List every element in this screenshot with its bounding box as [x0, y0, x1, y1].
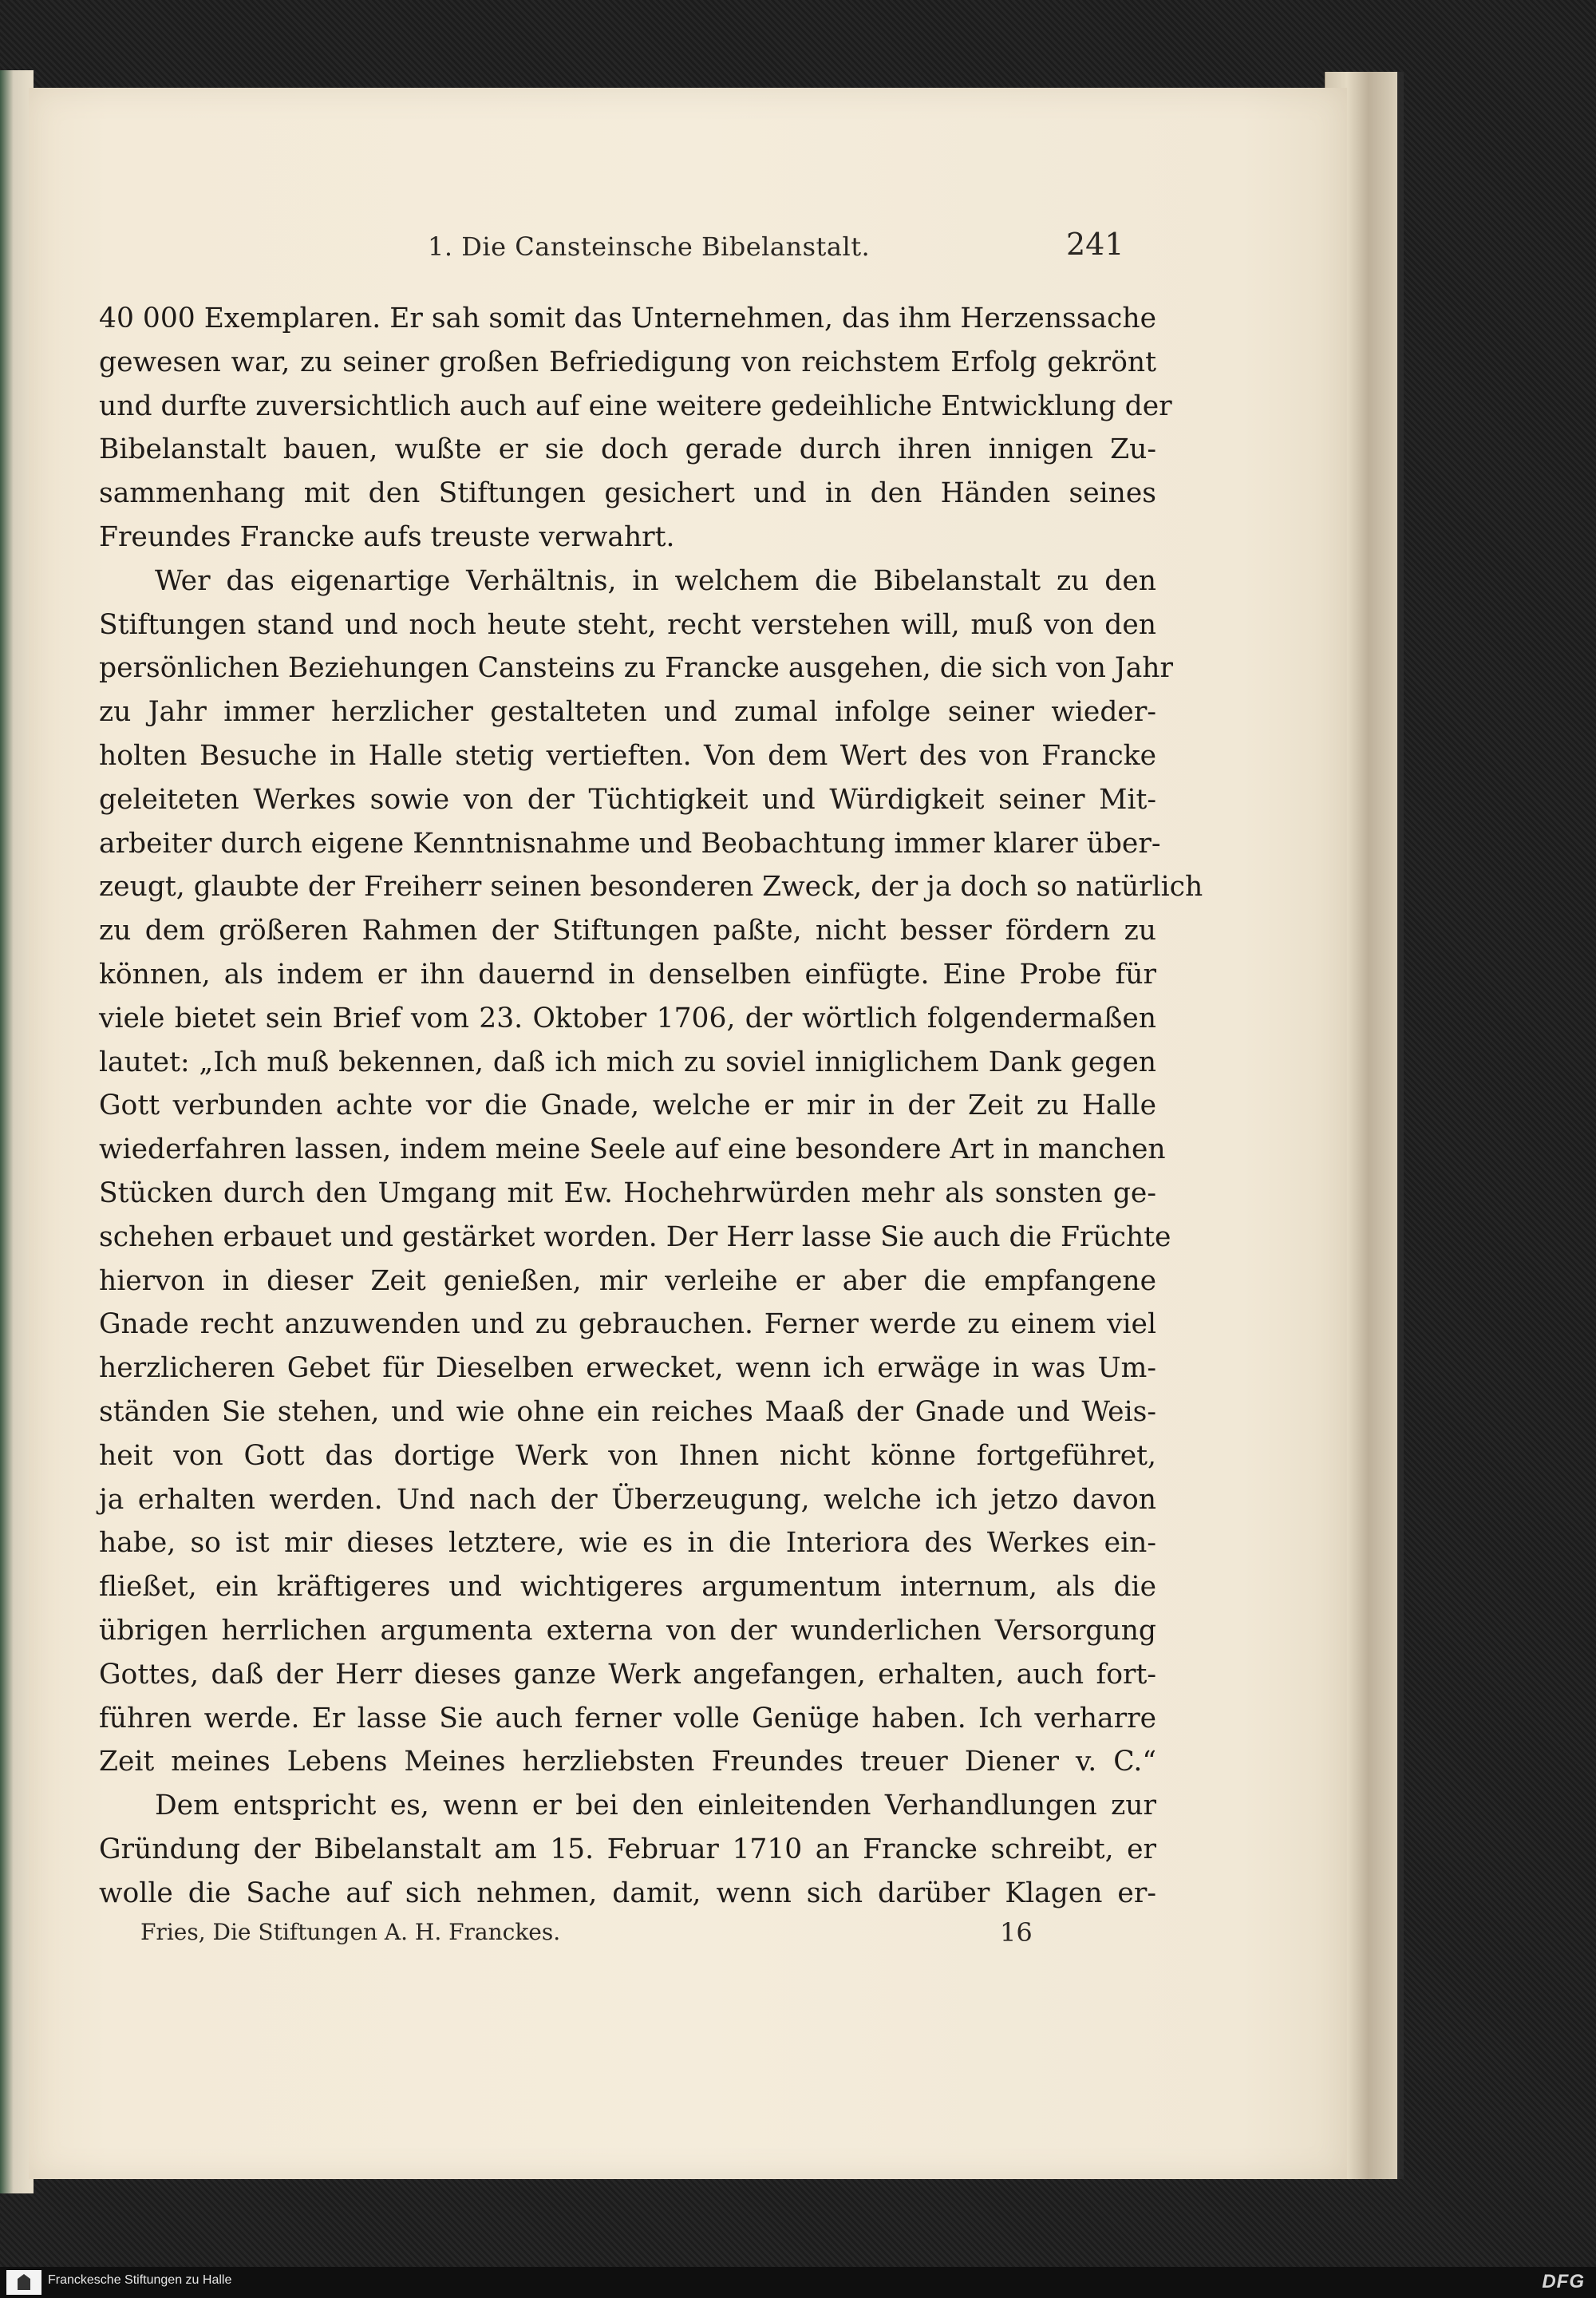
running-title: 1. Die Cansteinsche Bibelanstalt. [428, 231, 871, 262]
text-line: gewesen war, zu seiner großen Befriedigung von reichstem Erfolg gekrönt [99, 346, 1156, 378]
text-line: zeugt, glaubte der Freiherr seinen besonderen Zweck, der ja doch so natürlich [99, 871, 1203, 904]
text-line: viele bietet sein Brief vom 23. Oktober 1706, der wörtlich folgendermaßen [99, 1002, 1156, 1034]
institution-name: Franckesche Stiftungen zu Halle [48, 2273, 232, 2287]
text-line: zu dem größeren Rahmen der Stiftungen paßte, nicht besser fördern zu [99, 915, 1156, 947]
text-line: Stiftungen stand und noch heute steht, recht verstehen will, muß von den [99, 608, 1156, 641]
text-line: und durfte zuversichtlich auch auf eine weitere gedeihliche Entwicklung der [99, 390, 1172, 422]
text-line: Bibelanstalt bauen, wußte er sie doch gerade durch ihren innigen Zu- [99, 433, 1156, 466]
text-line: 40 000 Exemplaren. Er sah somit das Unternehmen, das ihm Herzenssache [99, 303, 1156, 334]
text-line: Zeit meines Lebens Meines herzliebsten Freundes treuer Diener v. C.“ [99, 1746, 1156, 1778]
text-line: lautet: „Ich muß bekennen, daß ich mich zu soviel inniglichem Dank gegen [99, 1046, 1156, 1078]
page-number: 241 [1066, 227, 1124, 262]
text-line: Gründung der Bibelanstalt am 15. Februar 1710 an Francke schreibt, er [99, 1833, 1156, 1865]
text-line: wolle die Sache auf sich nehmen, damit, wenn sich darüber Klagen er- [99, 1877, 1156, 1909]
text-line: Gottes, daß der Herr dieses ganze Werk angefangen, erhalten, auch fort- [99, 1658, 1156, 1691]
text-line: zu Jahr immer herzlicher gestalteten und zumal infolge seiner wieder- [99, 696, 1156, 729]
page-header [29, 227, 1347, 279]
text-line: fließet, ein kräftigeres und wichtigeres argumentum internum, als die [99, 1571, 1156, 1604]
book-page [29, 88, 1347, 2179]
text-line: sammenhang mit den Stiftungen gesichert und in den Händen seines [99, 477, 1156, 510]
text-line: habe, so ist mir dieses letztere, wie es in die Interiora des Werkes ein- [99, 1527, 1156, 1560]
text-line: wiederfahren lassen, indem meine Seele auf eine besondere Art in manchen [99, 1133, 1166, 1166]
text-line: Gnade recht anzuwenden und zu gebrauchen. Ferner werde zu einem viel [99, 1308, 1156, 1341]
text-line: Stücken durch den Umgang mit Ew. Hochehrwürden mehr als sonsten ge- [99, 1177, 1156, 1209]
text-line: Gott verbunden achte vor die Gnade, welche er mir in der Zeit zu Halle [99, 1090, 1156, 1122]
text-line: arbeiter durch eigene Kenntnisnahme und Beobachtung immer klarer über- [99, 827, 1161, 860]
text-line: holten Besuche in Halle stetig vertieften. Von dem Wert des von Francke [99, 739, 1156, 772]
text-line: Dem entspricht es, wenn er bei den einleitenden Verhandlungen zur [155, 1790, 1156, 1822]
text-line: hiervon in dieser Zeit genießen, mir verleihe er aber die empfangene [99, 1264, 1156, 1297]
text-line: führen werde. Er lasse Sie auch ferner volle Genüge haben. Ich verharre [99, 1702, 1156, 1734]
text-line: heit von Gott das dortige Werk von Ihnen nicht könne fortgeführet, [99, 1439, 1156, 1472]
text-line: übrigen herrlichen argumenta externa von der wunderlichen Versorgung [99, 1614, 1156, 1647]
institution-logo-icon[interactable] [6, 2270, 41, 2295]
text-line: können, als indem er ihn dauernd in denselben einfügte. Eine Probe für [99, 958, 1156, 991]
text-line: herzlicheren Gebet für Dieselben erwecket, wenn ich erwäge in was Um- [99, 1352, 1156, 1385]
text-line: persönlichen Beziehungen Cansteins zu Francke ausgehen, die sich von Jahr [99, 652, 1174, 685]
text-line: ständen Sie stehen, und wie ohne ein reiches Maaß der Gnade und Weis- [99, 1395, 1156, 1428]
text-line: Wer das eigenartige Verhältnis, in welchem die Bibelanstalt zu den [155, 564, 1156, 597]
body-text [99, 297, 1203, 1915]
footer-signature-mark: 16 [1000, 1917, 1033, 1948]
footer-author-line: Fries, Die Stiftungen A. H. Franckes. [140, 1919, 561, 1945]
text-line: ja erhalten werden. Und nach der Überzeugung, welche ich jetzo davon [99, 1483, 1156, 1516]
viewer-bar [0, 2267, 1596, 2298]
text-line: schehen erbauet und gestärket worden. Der Herr lasse Sie auch die Früchte [99, 1220, 1171, 1253]
dfg-logo: DFG [1542, 2271, 1585, 2292]
text-line: Freundes Francke aufs treuste verwahrt. [99, 520, 675, 553]
text-line: geleiteten Werkes sowie von der Tüchtigkeit und Würdigkeit seiner Mit- [99, 783, 1156, 816]
